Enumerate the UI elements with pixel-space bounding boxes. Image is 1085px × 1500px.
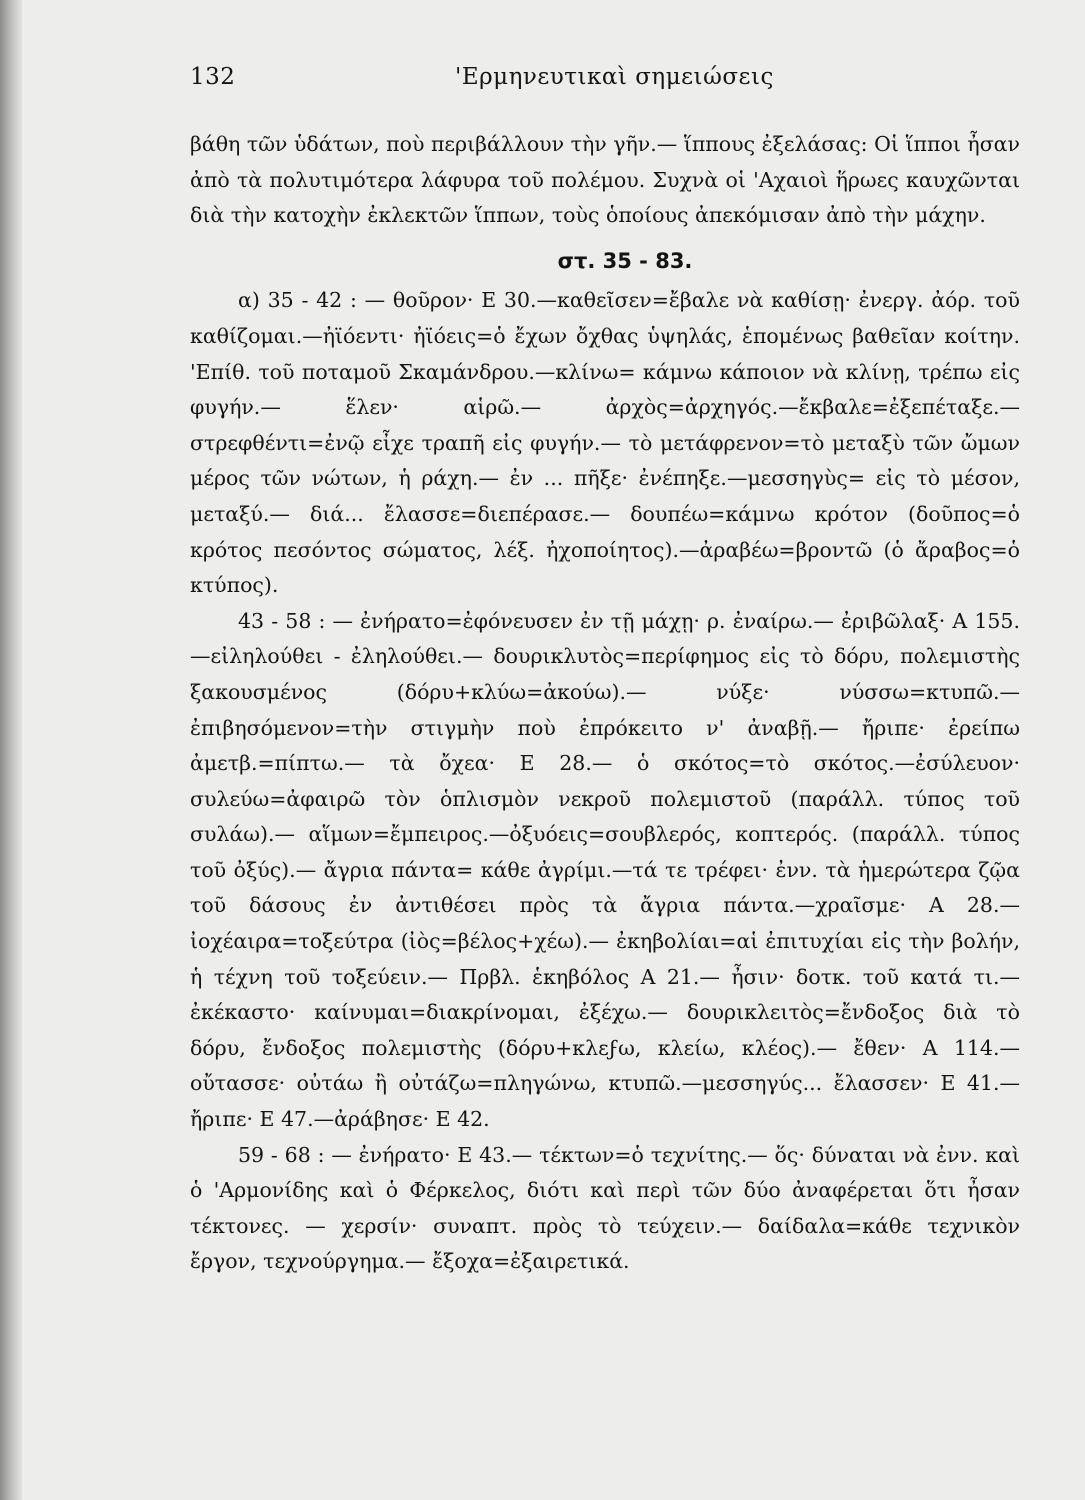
- section-heading: στ. 35 - 83.: [557, 248, 693, 273]
- paragraph-intro: βάθη τῶν ὑδάτων, ποὺ περιβάλλουν τὴν γῆν.— ἵππους ἐξελάσας: Οἱ ἵπποι ἦσαν ἀπὸ τὰ πολυτιμότερα λάφυρα τοῦ πολέμου. Συχνὰ οἱ 'Αχαιοὶ ἥρωες καυχῶνται διὰ τὴν κατοχὴν ἐκλεκτῶν ἵππων, τοὺς ὁποίους ἀπεκόμισαν ἀπὸ τὴν μάχην.: [190, 132, 1020, 228]
- paragraph-verses-35-42: α) 35 - 42 : — θοῦρον· Ε 30.—καθεῖσεν=ἔβαλε νὰ καθίσῃ· ἐνεργ. ἀόρ. τοῦ καθίζομαι.—ἠϊόεντι· ἠϊόεις=ὁ ἔχων ὄχθας ὑψηλάς, ἑπομένως βαθεῖαν κοίτην. 'Επίθ. τοῦ ποταμοῦ Σκαμάνδρου.—κλίνω= κάμνω κάποιον νὰ κλίνῃ, τρέπω εἰς φυγήν.— ἕλεν· αἱρῶ.— ἀρχὸς=ἀρχηγός.—ἔκβαλε=ἐξεπέταξε.—στρεφθέντι=ἐνῷ εἶχε τραπῆ εἰς φυγήν.— τὸ μετάφρενον=τὸ μεταξὺ τῶν ὤμων μέρος τῶν νώτων, ἡ ράχη.— ἐν ... πῆξε· ἐνέπηξε.—μεσσηγὺς= εἰς τὸ μέσον, μεταξύ.— διά... ἔλασσε=διεπέρασε.— δουπέω=κάμνω κρότον (δοῦπος=ὁ κρότος πεσόντος σώματος, λέξ. ἠχοποίητος).—ἀραβέω=βροντῶ (ὁ ἄραβος=ὁ κτύπος).: [190, 288, 1020, 598]
- paragraph-verses-43-58: 43 - 58 : — ἐνήρατο=ἐφόνευσεν ἐν τῇ μάχῃ· ρ. ἐναίρω.— ἐριβῶλαξ· Α 155.—εἰληλούθει - ἐληλούθει.— δουρικλυτὸς=περίφημος εἰς τὸ δόρυ, πολεμιστὴς ξακουσμένος (δόρυ+κλύω=ἀκούω).— νύξε· νύσσω=κτυπῶ.—ἐπιβησόμενον=τὴν στιγμὴν ποὺ ἐπρόκειτο ν' ἀναβῇ.— ἤριπε· ἐρείπω ἀμετβ.=πίπτω.— τὰ ὄχεα· Ε 28.— ὁ σκότος=τὸ σκότος.—ἐσύλευον· συλεύω=ἀφαιρῶ τὸν ὁπλισμὸν νεκροῦ πολεμιστοῦ (παράλλ. τύπος τοῦ συλάω).— αἵμων=ἔμπειρος.—ὀξυόεις=σουβλερός, κοπτερός. (παράλλ. τύπος τοῦ ὀξύς).— ἄγρια πάντα= κάθε ἀγρίμι.—τά τε τρέφει· ἐνν. τὰ ἡμερώτερα ζῷα τοῦ δάσους ἐν ἀντιθέσει πρὸς τὰ ἄγρια πάντα.—χραῖσμε· Α 28.— ἰοχέαιρα=τοξεύτρα (ἰὸς=βέλος+χέω).— ἐκηβολίαι=αἱ ἐπιτυχίαι εἰς τὴν βολήν, ἡ τέχνη τοῦ τοξεύειν.— Πρβλ. ἑκηβόλος Α 21.— ἦσιν· δοτκ. τοῦ κατά τι.—ἐκέκαστο· καίνυμαι=διακρίνομαι, ἐξέχω.— δουρικλειτὸς=ἔνδοξος διὰ τὸ δόρυ, ἔνδοξος πολεμιστὴς (δόρυ+κλεϝω, κλείω, κλέος).— ἔθεν· Α 114.— οὔτασσε· οὐτάω ἢ οὐτάζω=πληγώνω, κτυπῶ.—μεσσηγύς... ἔλασσεν· Ε 41.—ἤριπε· Ε 47.—ἀράβησε· Ε 42.: [190, 608, 1020, 1132]
- page-header: [190, 64, 1030, 104]
- running-title: 'Ερμηνευτικαὶ σημειώσεις: [455, 64, 774, 90]
- page-number: 132: [190, 64, 236, 90]
- paragraph-verses-59-68: 59 - 68 : — ἐνήρατο· Ε 43.— τέκτων=ὁ τεχνίτης.— ὅς· δύναται νὰ ἐνν. καὶ ὁ 'Αρμονίδης καὶ ὁ Φέρκελος, διότι καὶ περὶ τῶν δύο ἀναφέρεται ὅτι ἦσαν τέκτονες. — χερσίν· συναπτ. πρὸς τὸ τεύχειν.— δαίδαλα=κάθε τεχνικὸν ἔργον, τεχνούργημα.— ἔξοχα=ἐξαιρετικά.: [190, 1142, 1020, 1274]
- commentary-body: [190, 127, 1020, 1280]
